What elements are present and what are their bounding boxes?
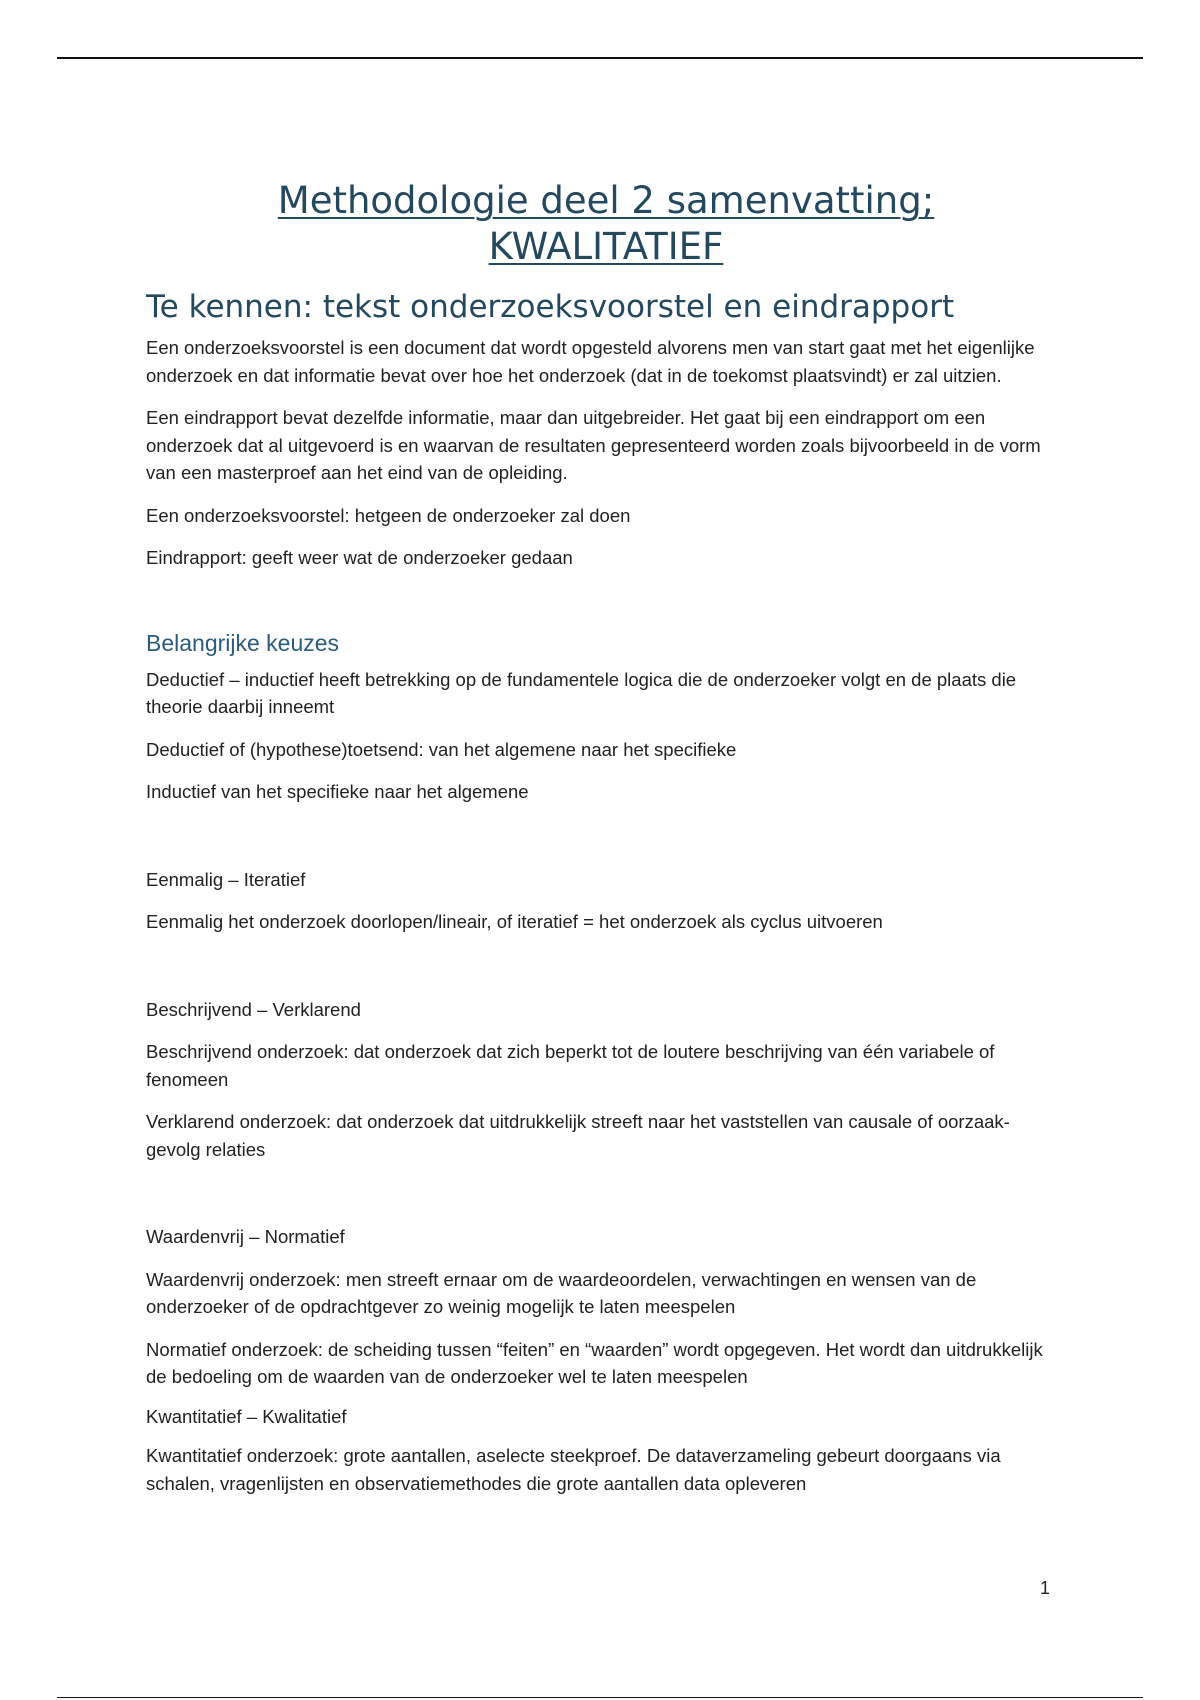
- document-body: [146, 178, 1046, 1512]
- heading-choices: Belangrijke keuzes: [146, 629, 340, 656]
- footer-rule: [57, 1697, 1143, 1698]
- paragraph: Beschrijvend onderzoek: dat onderzoek dat zich beperkt tot de loutere beschrijving van één variabele of fenomeen: [146, 1041, 995, 1090]
- paragraph: Waardenvrij onderzoek: men streeft ernaar om de waardeoordelen, verwachtingen en wensen van de onderzoeker of de opdrachtgever zo weinig mogelijk te laten meespelen: [146, 1268, 977, 1317]
- paragraph: Kwantitatief onderzoek: grote aantallen, aselecte steekproef. De dataverzameling gebeurt doorgaans via schalen, vragenlijsten en observatiemethodes die grote aantallen data opleveren: [146, 1445, 1001, 1494]
- paragraph: Een eindrapport bevat dezelfde informatie, maar dan uitgebreider. Het gaat bij een eindrapport om een onderzoek dat al uitgevoerd is en waarvan de resultaten gepresenteerd worden zoals bijvoorbeeld in de vorm van een masterproef aan het eind van de opleiding.: [146, 407, 1041, 483]
- document-title: [106, 178, 1106, 270]
- paragraph: Deductief of (hypothese)toetsend: van het algemene naar het specifieke: [146, 738, 737, 760]
- subsection-title: Kwantitatief – Kwalitatief: [146, 1405, 347, 1427]
- heading-main: Te kennen: tekst onderzoeksvoorstel en eindrapport: [146, 289, 955, 325]
- title-line-1: Methodologie deel 2 samenvatting;: [277, 179, 935, 222]
- paragraph: Een onderzoeksvoorstel is een document dat wordt opgesteld alvorens men van start gaat met het eigenlijke onderzoek en dat informatie bevat over hoe het onderzoek (dat in de toekomst plaatsvindt) er zal uitzien.: [146, 337, 1035, 386]
- paragraph: Eenmalig het onderzoek doorlopen/lineair, of iteratief = het onderzoek als cyclus uitvoeren: [146, 911, 883, 932]
- page-number: 1: [1040, 1578, 1051, 1598]
- paragraph: Deductief – inductief heeft betrekking op de fundamentele logica die de onderzoeker volgt en de plaats die theorie daarbij inneemt: [146, 668, 1017, 717]
- paragraph: Verklarend onderzoek: dat onderzoek dat uitdrukkelijk streeft naar het vaststellen van causale of oorzaak-gevolg relaties: [146, 1111, 1010, 1160]
- title-line-2: KWALITATIEF: [488, 225, 724, 268]
- subsection-title: Waardenvrij – Normatief: [146, 1226, 345, 1247]
- header-rule: [57, 57, 1143, 59]
- subsection-title: Beschrijvend – Verklarend: [146, 998, 361, 1020]
- paragraph: Normatief onderzoek: de scheiding tussen “feiten” en “waarden” wordt opgegeven. Het wordt dan uitdrukkelijk de bedoeling om de waarden van de onderzoeker wel te laten meespelen: [146, 1338, 1043, 1387]
- paragraph: Een onderzoeksvoorstel: hetgeen de onderzoeker zal doen: [146, 504, 631, 526]
- paragraph: Inductief van het specifieke naar het algemene: [146, 781, 529, 802]
- paragraph: Eindrapport: geeft weer wat de onderzoeker gedaan: [146, 547, 573, 568]
- subsection-title: Eenmalig – Iteratief: [146, 868, 306, 890]
